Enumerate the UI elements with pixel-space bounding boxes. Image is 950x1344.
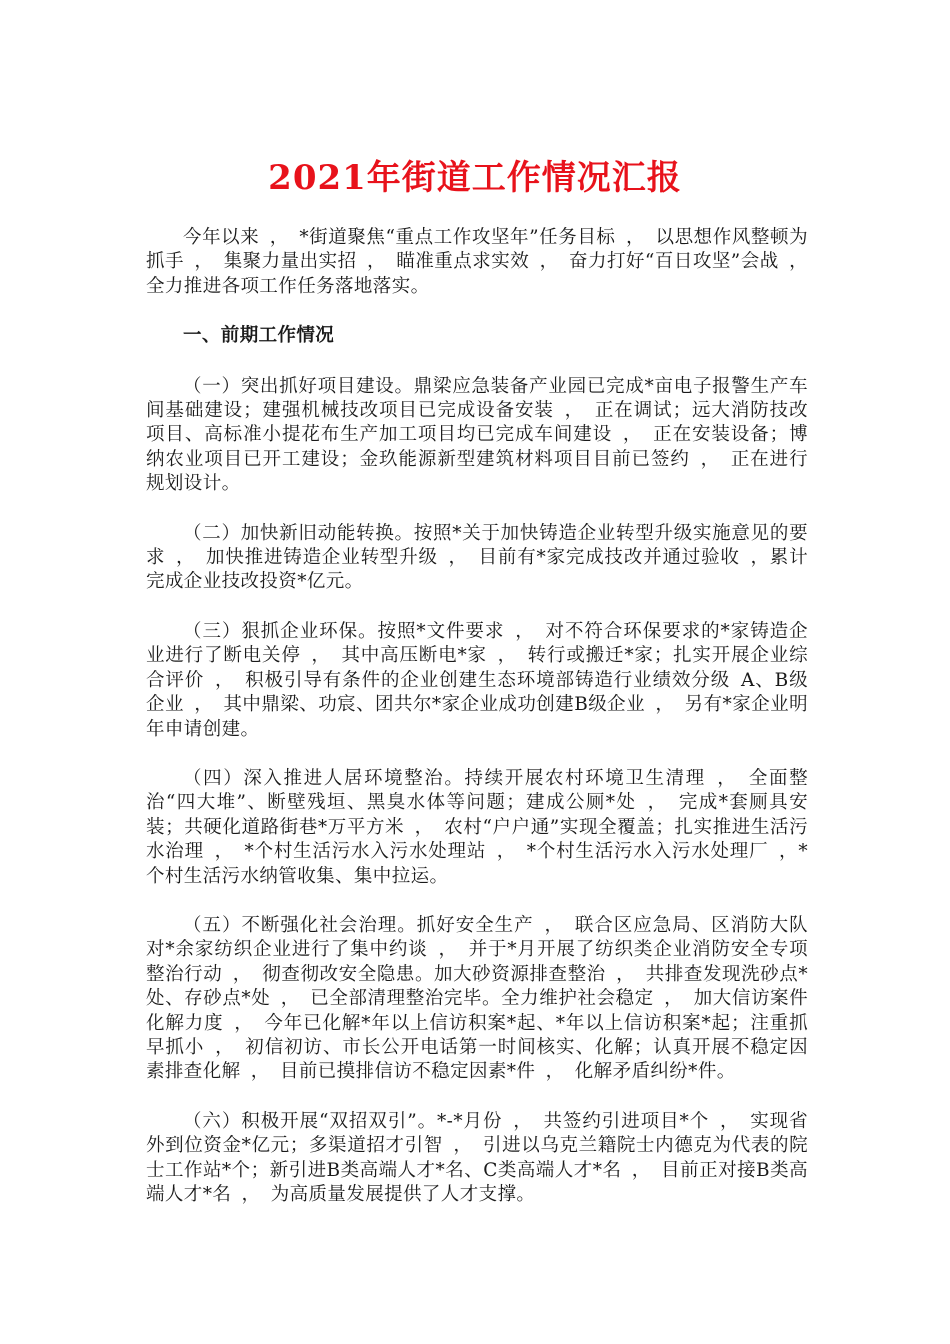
paragraph-investment-talent: （六）积极开展“双招双引”。*-*月份 ， 共签约引进项目*个 ， 实现省外到位资金*亿元；多渠道招才引智 ， 引进以乌克兰籍院士内德克为代表的院士工作站*个；新引进B类高端人才*名、C类高端人才*名 ， 目前正对接B类高端人才*名 ， 为高质量发展提供了人才支撑。 bbox=[146, 1110, 808, 1205]
paragraph-kinetic-energy: （二）加快新旧动能转换。按照*关于加快铸造企业转型升级实施意见的要求 ， 加快推进铸造企业转型升级 ， 目前有*家完成技改并通过验收 ，累计完成企业技改投资*亿元。 bbox=[146, 522, 808, 593]
intro-paragraph: 今年以来 ， *街道聚焦“重点工作攻坚年”任务目标 ， 以思想作风整顿为抓手 ， 集聚力量出实招 ， 瞄准重点求实效 ， 奋力打好“百日攻坚”会战 ， 全力推进各项工作任务落地落实。 bbox=[146, 227, 808, 297]
document-title: 2021年街道工作情况汇报 bbox=[268, 158, 682, 198]
paragraph-living-environment: （四）深入推进人居环境整治。持续开展农村环境卫生清理 ， 全面整治“四大堆”、断壁残垣、黑臭水体等问题；建成公厕*处 ， 完成*套厕具安装；共硬化道路街巷*万平方米 ， 农村“户户通”实现全覆盖；扎实推进生活污水治理 ， *个村生活污水入污水处理站 ， *个村生活污水入污水处理厂 ，*个村生活污水纳管收集、集中拉运。 bbox=[146, 767, 808, 887]
section-heading: 一、前期工作情况 bbox=[183, 325, 335, 347]
paragraph-project-construction: （一）突出抓好项目建设。鼎梁应急装备产业园已完成*亩电子报警生产车间基础建设；建强机械技改项目已完成设备安装 ， 正在调试；远大消防技改项目、高标准小提花布生产加工项目均已完成车间建设 ， 正在安装设备；博纳农业项目已开工建设；金玖能源新型建筑材料项目目前已签约 ， 正在进行规划设计。 bbox=[146, 375, 808, 495]
paragraph-environmental-protection: （三）狠抓企业环保。按照*文件要求 ， 对不符合环保要求的*家铸造企业进行了断电关停 ， 其中高压断电*家 ， 转行或搬迁*家；扎实开展企业综合评价 ， 积极引导有条件的企业创建生态环境部铸造行业绩效分级 A、B级企业 ， 其中鼎梁、功宸、团共尔*家企业成功创建B级企业 ， 另有*家企业明年申请创建。 bbox=[146, 620, 808, 740]
paragraph-social-governance: （五）不断强化社会治理。抓好安全生产 ， 联合区应急局、区消防大队对*余家纺织企业进行了集中约谈 ， 并于*月开展了纺织类企业消防安全专项整治行动 ， 彻查彻改安全隐患。加大砂资源排查整治 ， 共排查发现洗砂点*处、存砂点*处 ， 已全部清理整治完毕。全力维护社会稳定 ， 加大信访案件化解力度 ， 今年已化解*年以上信访积案*起、*年以上信访积案*起；注重抓早抓小 ， 初信初访、市长公开电话第一时间核实、化解；认真开展不稳定因素排查化解 ， 目前已摸排信访不稳定因素*件 ， 化解矛盾纠纷*件。 bbox=[146, 914, 808, 1083]
document-body bbox=[146, 226, 808, 1232]
